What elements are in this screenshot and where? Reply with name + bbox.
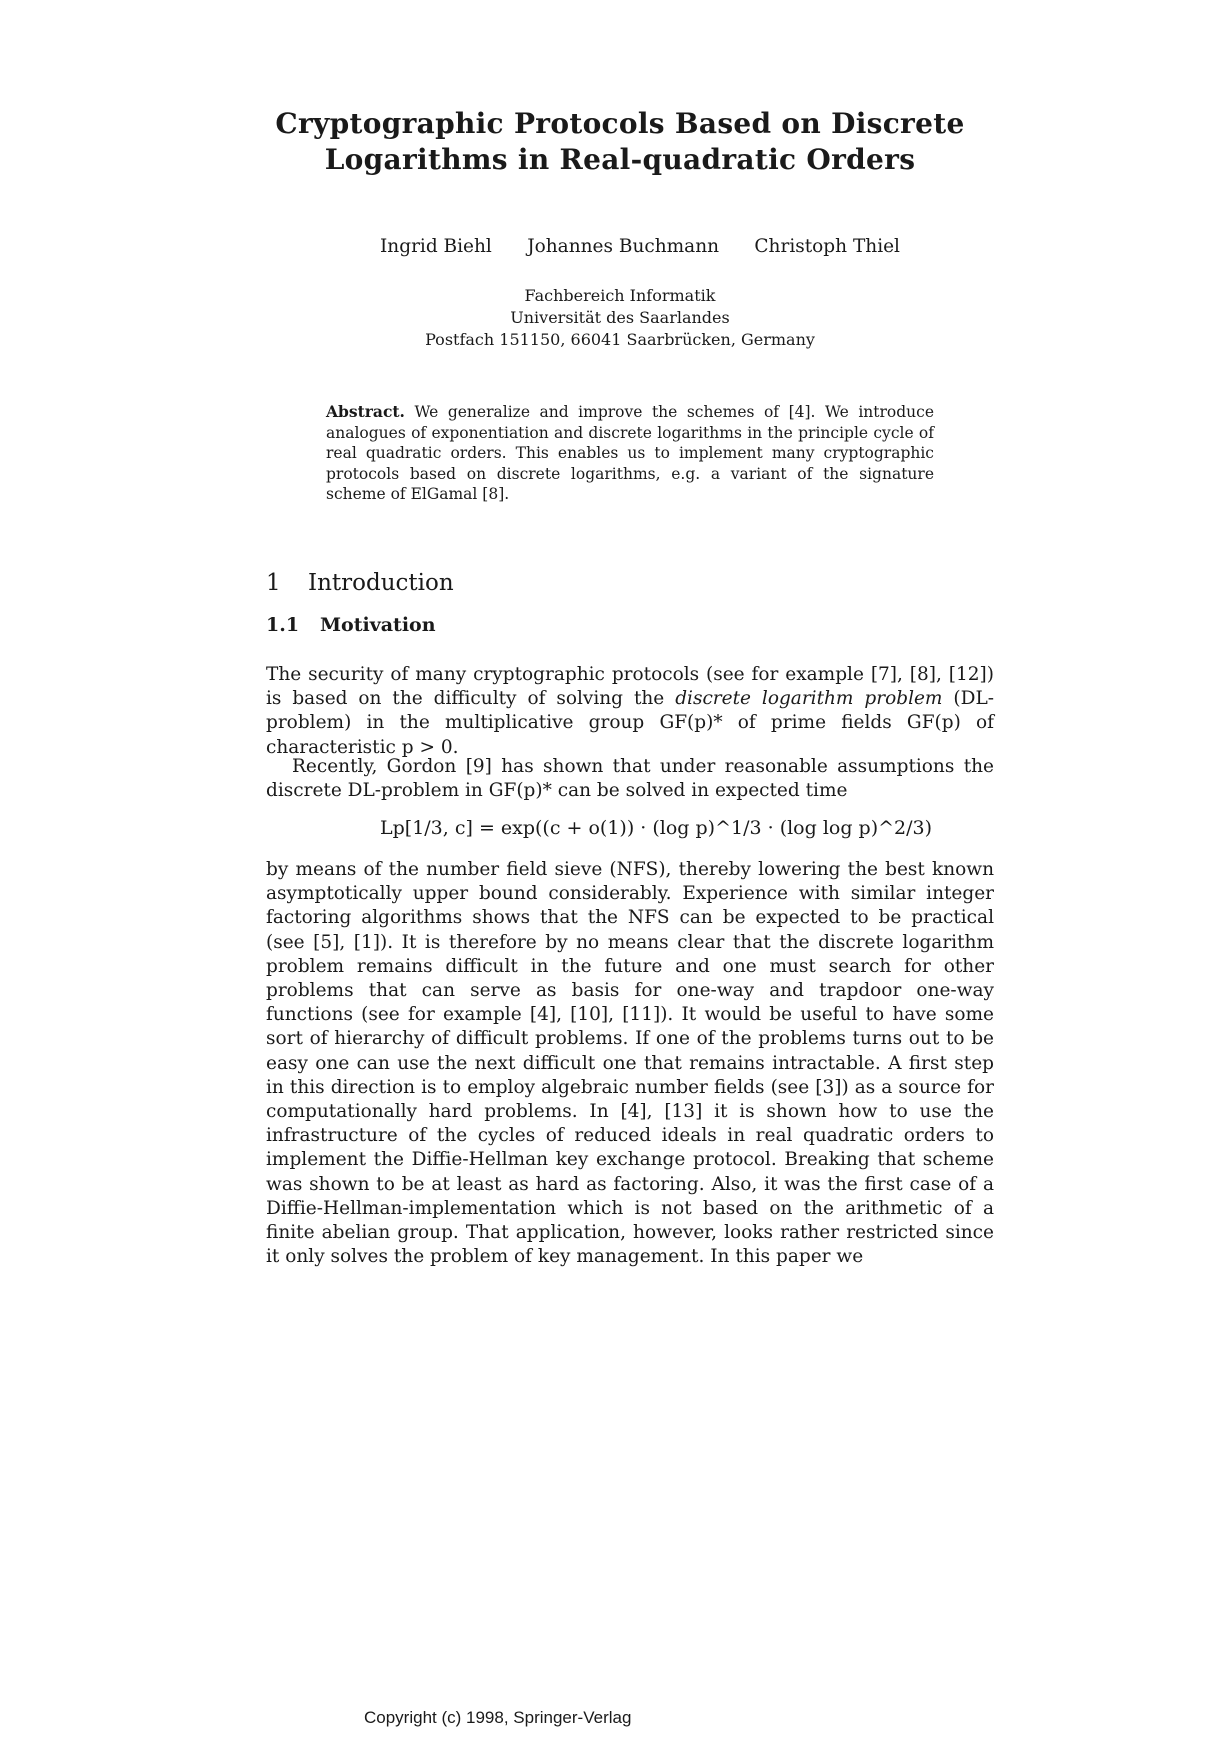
paper-title bbox=[250, 106, 990, 178]
author-list bbox=[380, 236, 900, 257]
subsection-heading bbox=[266, 614, 436, 636]
affiliation-line-1: Fachbereich Informatik bbox=[524, 286, 716, 305]
affiliation-line-2: Universität des Saarlandes bbox=[510, 308, 730, 327]
copyright-text: Copyright (c) 1998, Springer-Verlag bbox=[364, 1708, 632, 1727]
paragraph-1-text-a: The security of many cryptographic protocols (see for example [7], [8], [12]) is based on the difficulty of solving the bbox=[266, 664, 994, 710]
author-biehl: Ingrid Biehl bbox=[380, 236, 492, 257]
paragraph-1-emphasis: discrete logarithm problem bbox=[675, 688, 943, 710]
paragraph-2: Recently, Gordon [9] has shown that under reasonable assumptions the discrete DL-problem in GF(p)* can be solved in expected time bbox=[266, 756, 994, 802]
title-line-1: Cryptographic Protocols Based on Discrete bbox=[275, 107, 965, 140]
paragraph-1 bbox=[266, 663, 994, 760]
abstract-label: Abstract. bbox=[326, 402, 405, 421]
paragraph-3: by means of the number field sieve (NFS), thereby lowering the best known asymptotically upper bound considerably. Experience with similar integer factoring algorithms shows that the NFS can be expected to be practical (see [5], [1]). It is therefore by no means clear that the discrete logarithm problem remains difficult in the future and one must search for other problems that can serve as basis for one-way and trapdoor one-way functions (see for example [4], [10], [11]). It would be useful to have some sort of hierarchy of difficult problems. If one of the problems turns out to be easy one can use the next difficult one that remains intractable. A first step in this direction is to employ algebraic number fields (see [3]) as a source for computationally hard problems. In [4], [13] it is shown how to use the infrastructure of the cycles of reduced ideals in real quadratic orders to implement the Diffie-Hellman key exchange protocol. Breaking that scheme was shown to be at least as hard as factoring. Also, it was the first case of a Diffie-Hellman-implementation which is not based on the arithmetic of a finite abelian group. That application, however, looks rather restricted since it only solves the problem of key management. In this paper we bbox=[266, 859, 994, 1268]
complexity-formula: Lp[1/3, c] = exp((c + o(1)) · (log p)^1/3 · (log log p)^2/3) bbox=[380, 817, 933, 839]
section-title: Introduction bbox=[308, 570, 454, 596]
abstract bbox=[326, 402, 934, 505]
abstract-text: We generalize and improve the schemes of [4]. We introduce analogues of exponentiation and discrete logarithms in the principle cycle of real quadratic orders. This enables us to implement many cryptographic protocols based on discrete logarithms, e.g. a variant of the signature scheme of ElGamal [8]. bbox=[326, 403, 934, 503]
paragraph-1-text-b: (DL-problem) in the multiplicative group GF(p)* of prime fields GF(p) of characteristic p > 0. bbox=[266, 688, 995, 758]
author-buchmann: Johannes Buchmann bbox=[527, 236, 720, 257]
affiliation-line-3: Postfach 151150, 66041 Saarbrücken, Germany bbox=[425, 330, 815, 349]
affiliation bbox=[400, 285, 840, 351]
subsection-title: Motivation bbox=[320, 614, 436, 636]
title-line-2: Logarithms in Real-quadratic Orders bbox=[324, 143, 916, 176]
author-thiel: Christoph Thiel bbox=[754, 236, 900, 257]
section-heading bbox=[266, 570, 454, 596]
section-number: 1 bbox=[266, 570, 281, 596]
subsection-number: 1.1 bbox=[266, 614, 300, 636]
